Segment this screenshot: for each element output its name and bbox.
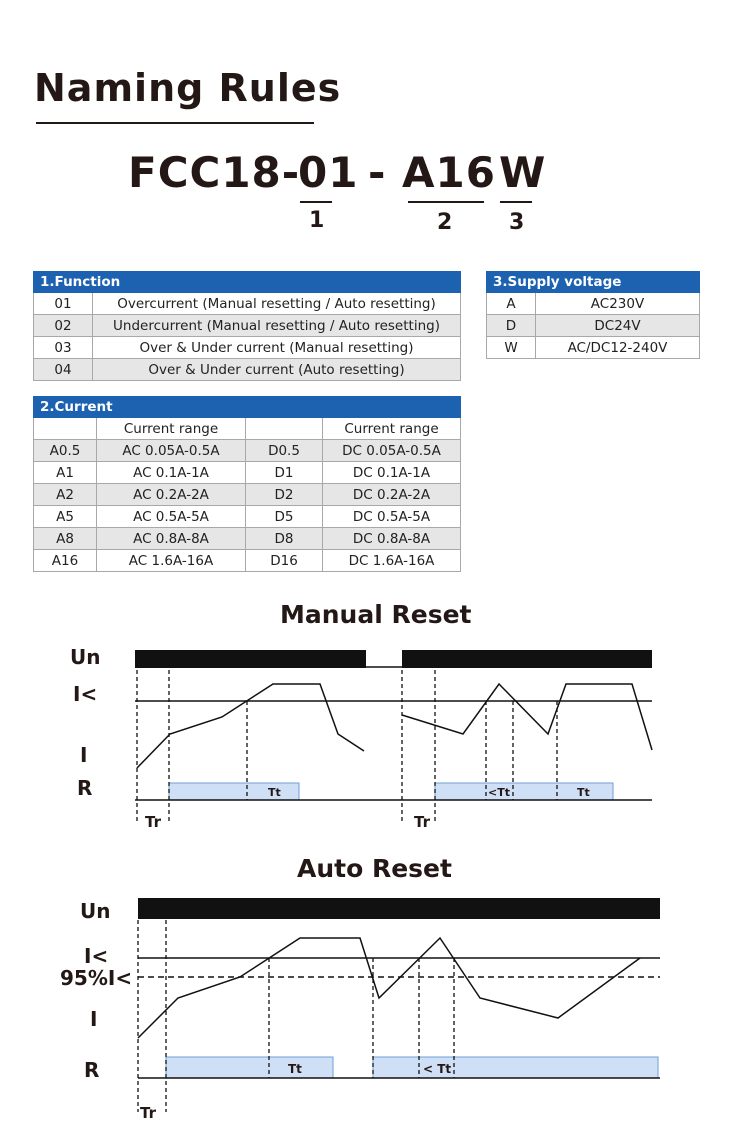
model-code-part1: 01: [298, 148, 359, 197]
table-row: [34, 484, 461, 506]
hysteresis-label: 95%I<: [60, 966, 133, 990]
function-desc: Overcurrent (Manual resetting / Auto resetting): [93, 293, 461, 315]
ac-code: A0.5: [34, 440, 97, 462]
ac-range: AC 0.2A-2A: [97, 484, 246, 506]
table-row: [34, 440, 461, 462]
dc-range: DC 0.2A-2A: [323, 484, 461, 506]
supply-voltage-table: [486, 271, 700, 359]
ac-range: AC 0.1A-1A: [97, 462, 246, 484]
supply-table-header: 3.Supply voltage: [487, 272, 700, 293]
lt-tt-label: <Tt: [488, 786, 510, 799]
table-row: [34, 293, 461, 315]
ac-code: A2: [34, 484, 97, 506]
ac-code: A8: [34, 528, 97, 550]
function-desc: Over & Under current (Auto resetting): [93, 359, 461, 381]
dc-code: D1: [246, 462, 323, 484]
model-code-separator: -: [368, 148, 387, 197]
table-row: [34, 337, 461, 359]
supply-code: D: [487, 315, 536, 337]
function-code: 02: [34, 315, 93, 337]
current-label: I: [80, 743, 88, 767]
table-row: [34, 506, 461, 528]
model-code-part2: A16: [402, 148, 496, 197]
ac-code: A5: [34, 506, 97, 528]
current-label: I: [90, 1007, 98, 1031]
function-desc: Undercurrent (Manual resetting / Auto resetting): [93, 315, 461, 337]
tt-label: Tt: [288, 1062, 302, 1076]
manual-reset-timing-diagram: [0, 640, 750, 840]
function-code: 01: [34, 293, 93, 315]
auto-reset-timing-diagram: [0, 890, 750, 1125]
dc-range: DC 0.05A-0.5A: [323, 440, 461, 462]
code-number-2: 2: [437, 210, 453, 235]
current-table: [33, 396, 461, 572]
supply-code: W: [487, 337, 536, 359]
dc-range-header: Current range: [323, 418, 461, 440]
model-code-part3: W: [499, 148, 547, 197]
ac-code: A1: [34, 462, 97, 484]
dc-range: DC 1.6A-16A: [323, 550, 461, 572]
table-row: [487, 315, 700, 337]
dc-range: DC 0.8A-8A: [323, 528, 461, 550]
table-row: [34, 550, 461, 572]
dc-code: D5: [246, 506, 323, 528]
dc-range: DC 0.1A-1A: [323, 462, 461, 484]
current-trace: [402, 684, 652, 750]
i-threshold-label: I<: [84, 944, 109, 968]
code-number-3: 3: [509, 210, 525, 235]
supply-on-bar: [135, 650, 366, 668]
supply-value: AC230V: [536, 293, 700, 315]
supply-on-bar: [402, 650, 652, 668]
supply-on-bar: [138, 898, 660, 919]
dc-code: D2: [246, 484, 323, 506]
table-row: [34, 528, 461, 550]
title-underline: [36, 122, 314, 124]
function-code: 03: [34, 337, 93, 359]
relay-label: R: [77, 776, 93, 800]
relay-on-period: [166, 1057, 333, 1078]
ac-range-header: Current range: [97, 418, 246, 440]
tr-label: Tr: [414, 813, 430, 831]
code-number-1: 1: [309, 208, 325, 233]
model-code-prefix: FCC18-: [128, 148, 301, 197]
page-title: Naming Rules: [34, 66, 342, 110]
current-trace: [138, 938, 640, 1038]
relay-label: R: [84, 1058, 100, 1082]
ac-range: AC 0.5A-5A: [97, 506, 246, 528]
code-underline-2: [408, 201, 484, 203]
supply-value: DC24V: [536, 315, 700, 337]
ac-range: AC 0.05A-0.5A: [97, 440, 246, 462]
empty-cell: [34, 418, 97, 440]
tr-label: Tr: [145, 813, 161, 831]
dc-code: D8: [246, 528, 323, 550]
ac-code: A16: [34, 550, 97, 572]
table-row: [34, 462, 461, 484]
function-code: 04: [34, 359, 93, 381]
function-table-header: 1.Function: [34, 272, 461, 293]
dashed-guides: [138, 920, 454, 1112]
table-row: [487, 337, 700, 359]
current-trace: [137, 684, 364, 768]
current-table-header: 2.Current: [34, 397, 461, 418]
dc-code: D16: [246, 550, 323, 572]
un-label: Un: [70, 645, 101, 669]
function-desc: Over & Under current (Manual resetting): [93, 337, 461, 359]
tt-label: Tt: [268, 786, 281, 799]
tr-label: Tr: [140, 1104, 156, 1122]
dc-range: DC 0.5A-5A: [323, 506, 461, 528]
ac-range: AC 1.6A-16A: [97, 550, 246, 572]
un-label: Un: [80, 899, 111, 923]
supply-code: A: [487, 293, 536, 315]
lt-tt-label: < Tt: [423, 1062, 452, 1076]
table-row: [34, 418, 461, 440]
relay-on-period: [373, 1057, 658, 1078]
function-table: [33, 271, 461, 381]
supply-value: AC/DC12-240V: [536, 337, 700, 359]
auto-reset-title: Auto Reset: [297, 854, 452, 883]
empty-cell: [246, 418, 323, 440]
table-row: [487, 293, 700, 315]
ac-range: AC 0.8A-8A: [97, 528, 246, 550]
code-underline-3: [500, 201, 532, 203]
i-threshold-label: I<: [73, 682, 98, 706]
dc-code: D0.5: [246, 440, 323, 462]
table-row: [34, 359, 461, 381]
manual-reset-title: Manual Reset: [280, 600, 472, 629]
table-row: [34, 315, 461, 337]
code-underline-1: [300, 201, 332, 203]
tt-label: Tt: [577, 786, 590, 799]
